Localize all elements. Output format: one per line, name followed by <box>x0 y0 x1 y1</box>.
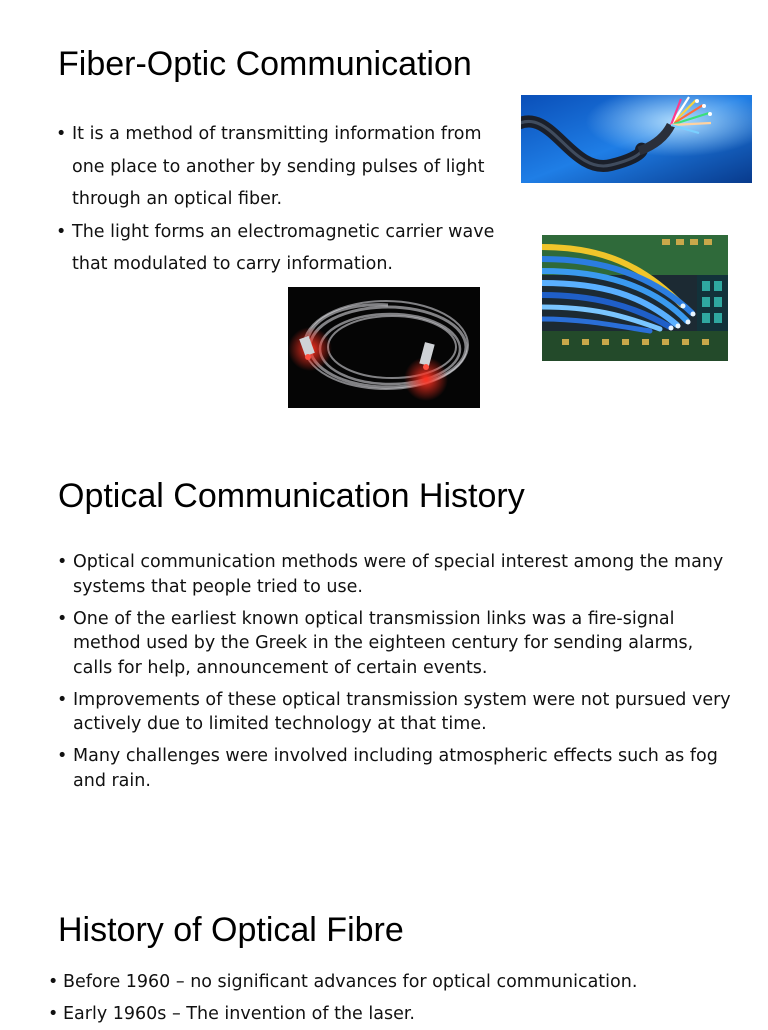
slide-title: History of Optical Fibre <box>58 911 404 949</box>
bullet-list <box>57 550 737 801</box>
slide-title: Optical Communication History <box>58 477 525 515</box>
bullet-item: • Before 1960 – no significant advances for optical communication. <box>48 966 748 998</box>
bullet-item: • Many challenges were involved including atmospheric effects such as fog and rain. <box>57 744 737 793</box>
bullet-item: • It is a method of transmitting information from one place to another by sending pulses of light through an optical fiber. <box>56 118 516 216</box>
bullet-item: • Optical communication methods were of special interest among the many systems that people tried to use. <box>57 550 737 599</box>
fiber-patch-cables-photo <box>542 235 728 361</box>
bullet-list <box>48 966 748 1030</box>
slide-history-of-optical-fibre <box>0 860 768 1024</box>
fiber-optic-cable-photo <box>521 95 752 183</box>
glowing-fiber-coil-photo <box>288 287 480 408</box>
bullet-item: • Improvements of these optical transmission system were not pursued very actively due to limited technology at that time. <box>57 688 737 737</box>
bullet-item: • Early 1960s – The invention of the laser. <box>48 998 748 1030</box>
slide-title: Fiber-Optic Communication <box>58 45 472 83</box>
bullet-item: • The light forms an electromagnetic carrier wave that modulated to carry information. <box>56 216 516 281</box>
slide-fiber-optic-communication <box>0 0 768 430</box>
bullet-list <box>56 118 516 281</box>
slide-optical-communication-history <box>0 430 768 860</box>
bullet-item: • One of the earliest known optical transmission links was a fire-signal method used by the Greek in the eighteen century for sending alarms, calls for help, announcement of certain events. <box>57 607 737 681</box>
